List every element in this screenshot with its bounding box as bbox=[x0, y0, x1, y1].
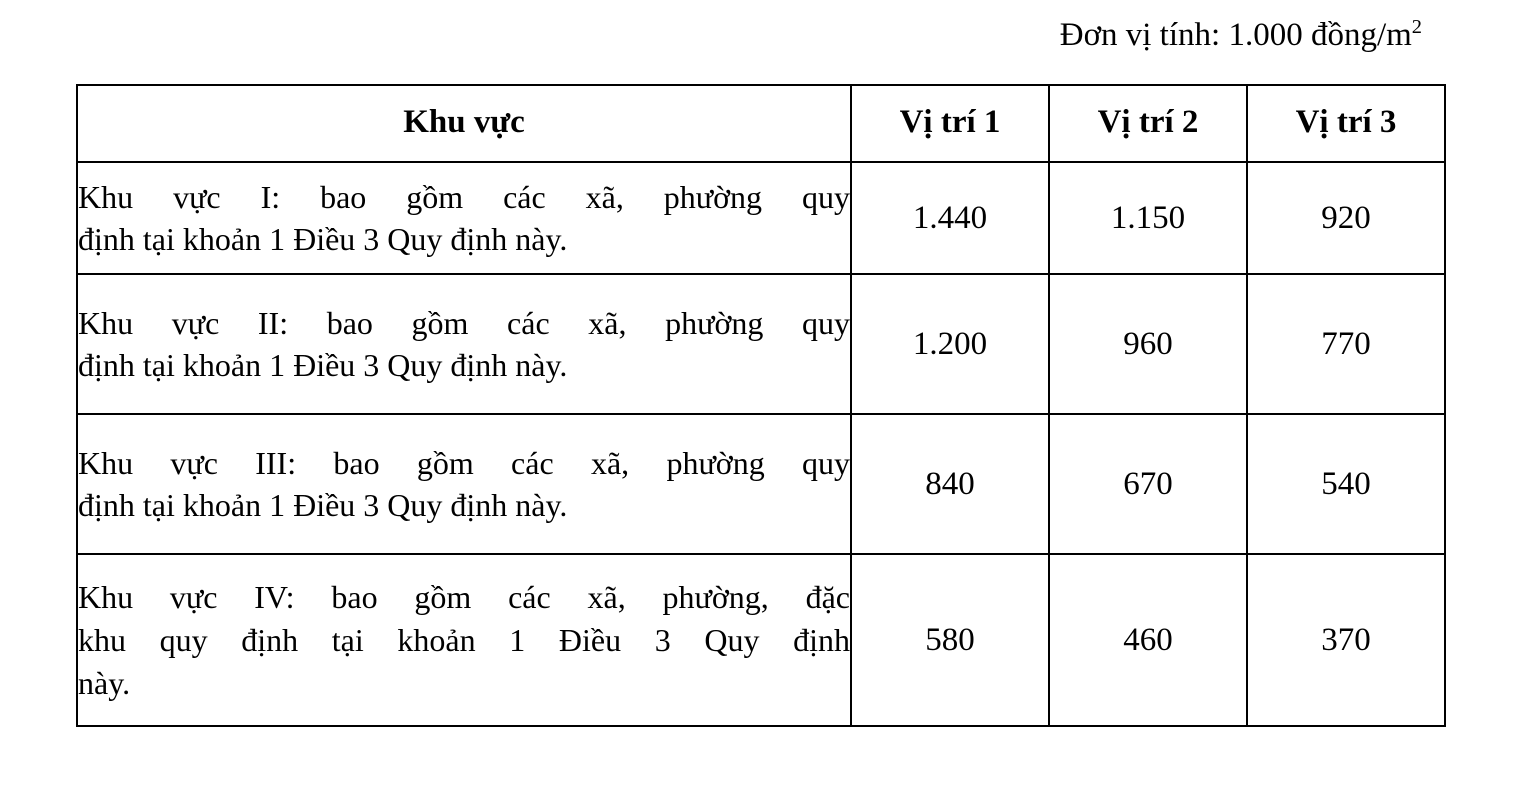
area-line: này. bbox=[78, 664, 131, 701]
cell-position-1-value: 580 bbox=[851, 554, 1049, 726]
area-line: định tại khoản 1 Điều 3 Quy định này. bbox=[78, 221, 568, 258]
header-cell-position-1 bbox=[851, 85, 1049, 162]
area-line: định tại khoản 1 Điều 3 Quy định này. bbox=[78, 347, 568, 384]
header-label-position-1: Vị trí 1 bbox=[899, 104, 1001, 140]
unit-note-exponent: 2 bbox=[1411, 16, 1422, 38]
cell-position-3-value: 370 bbox=[1247, 554, 1445, 726]
cell-position-2-value: 1.150 bbox=[1049, 162, 1247, 274]
header-label-position-2: Vị trí 2 bbox=[1097, 104, 1199, 140]
cell-area-description bbox=[77, 414, 851, 554]
cell-position-1-value: 1.440 bbox=[851, 162, 1049, 274]
cell-area-description bbox=[77, 554, 851, 726]
land-price-table bbox=[76, 84, 1446, 727]
unit-note-text: Đơn vị tính: 1.000 đồng/m bbox=[1059, 17, 1412, 53]
table-row bbox=[77, 162, 1445, 274]
cell-area-description bbox=[77, 274, 851, 414]
area-line: định tại khoản 1 Điều 3 Quy định này. bbox=[78, 487, 568, 524]
table-row bbox=[77, 554, 1445, 726]
table-header bbox=[77, 85, 1445, 162]
cell-position-2-value: 670 bbox=[1049, 414, 1247, 554]
header-label-position-3: Vị trí 3 bbox=[1295, 104, 1397, 140]
area-line: Khu vực II: bao gồm các xã, phường quy bbox=[78, 304, 850, 341]
cell-position-3-value: 540 bbox=[1247, 414, 1445, 554]
area-line: Khu vực IV: bao gồm các xã, phường, đặc bbox=[78, 579, 850, 616]
header-label-area: Khu vực bbox=[403, 104, 525, 140]
cell-position-1-value: 840 bbox=[851, 414, 1049, 554]
area-line: Khu vực III: bao gồm các xã, phường quy bbox=[78, 444, 850, 481]
cell-position-2-value: 960 bbox=[1049, 274, 1247, 414]
table-row bbox=[77, 274, 1445, 414]
area-line: Khu vực I: bao gồm các xã, phường quy bbox=[78, 178, 850, 215]
cell-position-3-value: 920 bbox=[1247, 162, 1445, 274]
cell-position-1-value: 1.200 bbox=[851, 274, 1049, 414]
table-header-row bbox=[77, 85, 1445, 162]
header-cell-position-2 bbox=[1049, 85, 1247, 162]
cell-position-3-value: 770 bbox=[1247, 274, 1445, 414]
table-row bbox=[77, 414, 1445, 554]
area-line: khu quy định tại khoản 1 Điều 3 Quy định bbox=[78, 621, 850, 658]
cell-position-2-value: 460 bbox=[1049, 554, 1247, 726]
table-body bbox=[77, 162, 1445, 726]
cell-area-description bbox=[77, 162, 851, 274]
header-cell-position-3 bbox=[1247, 85, 1445, 162]
unit-note bbox=[1060, 16, 1422, 56]
header-cell-area bbox=[77, 85, 851, 162]
